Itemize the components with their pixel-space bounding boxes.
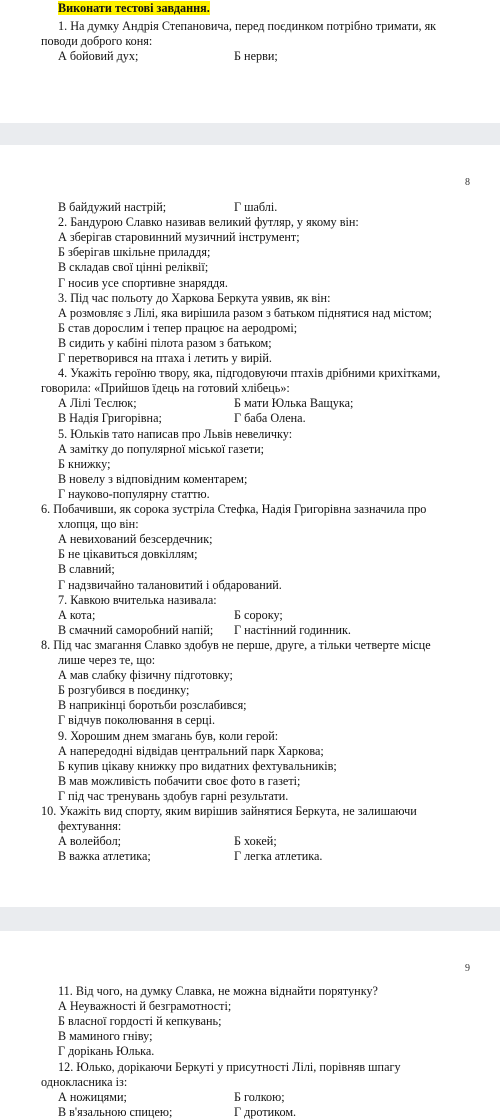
page-number: 8: [465, 177, 470, 188]
text-line: Г під час тренувань здобув гарні результати.: [58, 788, 289, 803]
text-line: 3. Під час польоту до Харкова Беркута уявив, як він:: [58, 290, 331, 305]
text-line: Б власної гордості й кепкувань;: [58, 1014, 222, 1029]
text-line: лише через те, що:: [58, 653, 156, 667]
text-line: Г науково-популярну статтю.: [58, 486, 210, 501]
page-gap-2: [0, 907, 500, 931]
question-1-line-2: поводи доброго коня:: [41, 34, 153, 48]
page-8: [0, 145, 500, 907]
text-line: 7. Кавкою вчителька називала:: [58, 592, 217, 607]
page-9: [0, 931, 500, 1119]
text-line: А Неуважності й безграмотності;: [58, 999, 232, 1014]
text-line: В в'язальною спицею; Г дротиком.: [58, 1104, 297, 1119]
text-line: В славний;: [58, 562, 115, 577]
text-line: Б став дорослим і тепер працює на аеродромі;: [58, 320, 298, 335]
text-line: 9. Хорошим днем змагань був, коли герой:: [58, 728, 279, 743]
text-line: В складав свої цінні реліквії;: [58, 260, 209, 275]
text-line: 5. Юльків тато написав про Львів невеличку:: [58, 426, 293, 441]
text-line: А напередодні відвідав центральний парк Харкова;: [58, 743, 324, 758]
text-line: Б книжку;: [58, 456, 111, 471]
text-line: А Лілі Теслюк; Б мати Юлька Ващука;: [58, 396, 354, 411]
text-line: 11. Від чого, на думку Славка, не можна віднайти порятунку?: [58, 984, 378, 998]
answer-option: Г легка атлетика.: [234, 849, 323, 864]
text-line: 8. Під час змагання Славко здобув не перше, друге, а тільки четверте місце: [41, 637, 431, 652]
text-line: Б розгубився в поєдинку;: [58, 683, 190, 698]
answer-option: Б сороку;: [234, 607, 283, 622]
text-line: говорила: «Прийшов їдець на готовий хлібець»:: [41, 381, 290, 396]
text-line: Г відчув поколювання в серці.: [58, 713, 216, 728]
text-line: А мав слабку фізичну підготовку;: [58, 668, 233, 683]
text-line: В сидить у кабіні пілота разом з батьком;: [58, 335, 272, 350]
answer-option: Г баба Олена.: [234, 411, 306, 426]
text-line: Б зберігав шкільне приладдя;: [58, 245, 211, 260]
text-line: В байдужий настрій; Г шаблі.: [58, 200, 278, 214]
text-line: В маминого гніву;: [58, 1029, 153, 1044]
text-line: А волейбол; Б хокей;: [58, 834, 277, 849]
text-line: Г носив усе спортивне знаряддя.: [58, 275, 228, 290]
text-line: Г дорікань Юлька.: [58, 1044, 155, 1059]
text-line: А розмовляє з Лілі, яка вирішила разом з батьком піднятися над містом;: [58, 305, 432, 320]
answer-option: Г дротиком.: [234, 1104, 297, 1119]
answer-option: Г шаблі.: [234, 200, 278, 214]
text-line: В новелу з відповідним коментарем;: [58, 471, 248, 486]
text-line: А замітку до популярної міської газети;: [58, 441, 265, 456]
text-line: А кота; Б сороку;: [58, 607, 283, 622]
task-heading: Виконати тестові завдання.: [58, 1, 210, 15]
text-line: В наприкінці боротьби розслабився;: [58, 698, 247, 713]
text-line: хлопця, що він:: [58, 517, 139, 532]
text-line: А ножицями; Б голкою;: [58, 1089, 285, 1104]
question-1-option-a: А бойовий дух;: [58, 49, 139, 63]
answer-option: Б голкою;: [234, 1089, 285, 1104]
text-line: В мав можливість побачити своє фото в газеті;: [58, 773, 301, 788]
text-line: Б купив цікаву книжку про видатних фехтувальників;: [58, 758, 337, 773]
page-number: 9: [465, 963, 470, 974]
text-line: В Надія Григорівна; Г баба Олена.: [58, 411, 306, 426]
text-line: однокласника із:: [41, 1074, 128, 1089]
answer-option: Б хокей;: [234, 834, 277, 849]
answer-option: Б мати Юлька Ващука;: [234, 396, 354, 411]
text-line: Г надзвичайно талановитий і обдарований.: [58, 577, 282, 592]
text-line: фехтування:: [58, 819, 122, 834]
answer-option: Г настінний годинник.: [234, 622, 351, 637]
text-line: 12. Юлько, дорікаючи Беркуті у присутності Лілі, порівняв шпагу: [58, 1059, 401, 1074]
text-line: 10. Укажіть вид спорту, яким вирішив зайнятися Беркута, не залишаючи: [41, 804, 417, 818]
text-line: 4. Укажіть героїню твору, яка, підгодовуючи птахів дрібними крихітками,: [58, 366, 441, 381]
text-line: Г перетворився на птаха і летить у вирій.: [58, 351, 272, 365]
text-line: В смачний саморобний напій; Г настінний годинник.: [58, 622, 351, 637]
text-line: В важка атлетика; Г легка атлетика.: [58, 849, 323, 864]
text-line: А зберігав старовинний музичний інструмент;: [58, 230, 300, 245]
text-line: Б не цікавиться довкіллям;: [58, 547, 198, 562]
text-line: 6. Побачивши, як сорока зустріла Стефка, Надія Григорівна зазначила про: [41, 502, 427, 516]
text-line: А невихований безсердечник;: [58, 532, 213, 547]
page-1-fragment: [0, 0, 500, 123]
text-line: 2. Бандурою Славко називав великий футляр, у якому він:: [58, 215, 359, 230]
page-gap-1: [0, 123, 500, 145]
question-1-option-b: Б нерви;: [234, 49, 278, 63]
question-1-line-1: 1. На думку Андрія Степановича, перед поєдинком потрібно тримати, як: [58, 19, 437, 33]
